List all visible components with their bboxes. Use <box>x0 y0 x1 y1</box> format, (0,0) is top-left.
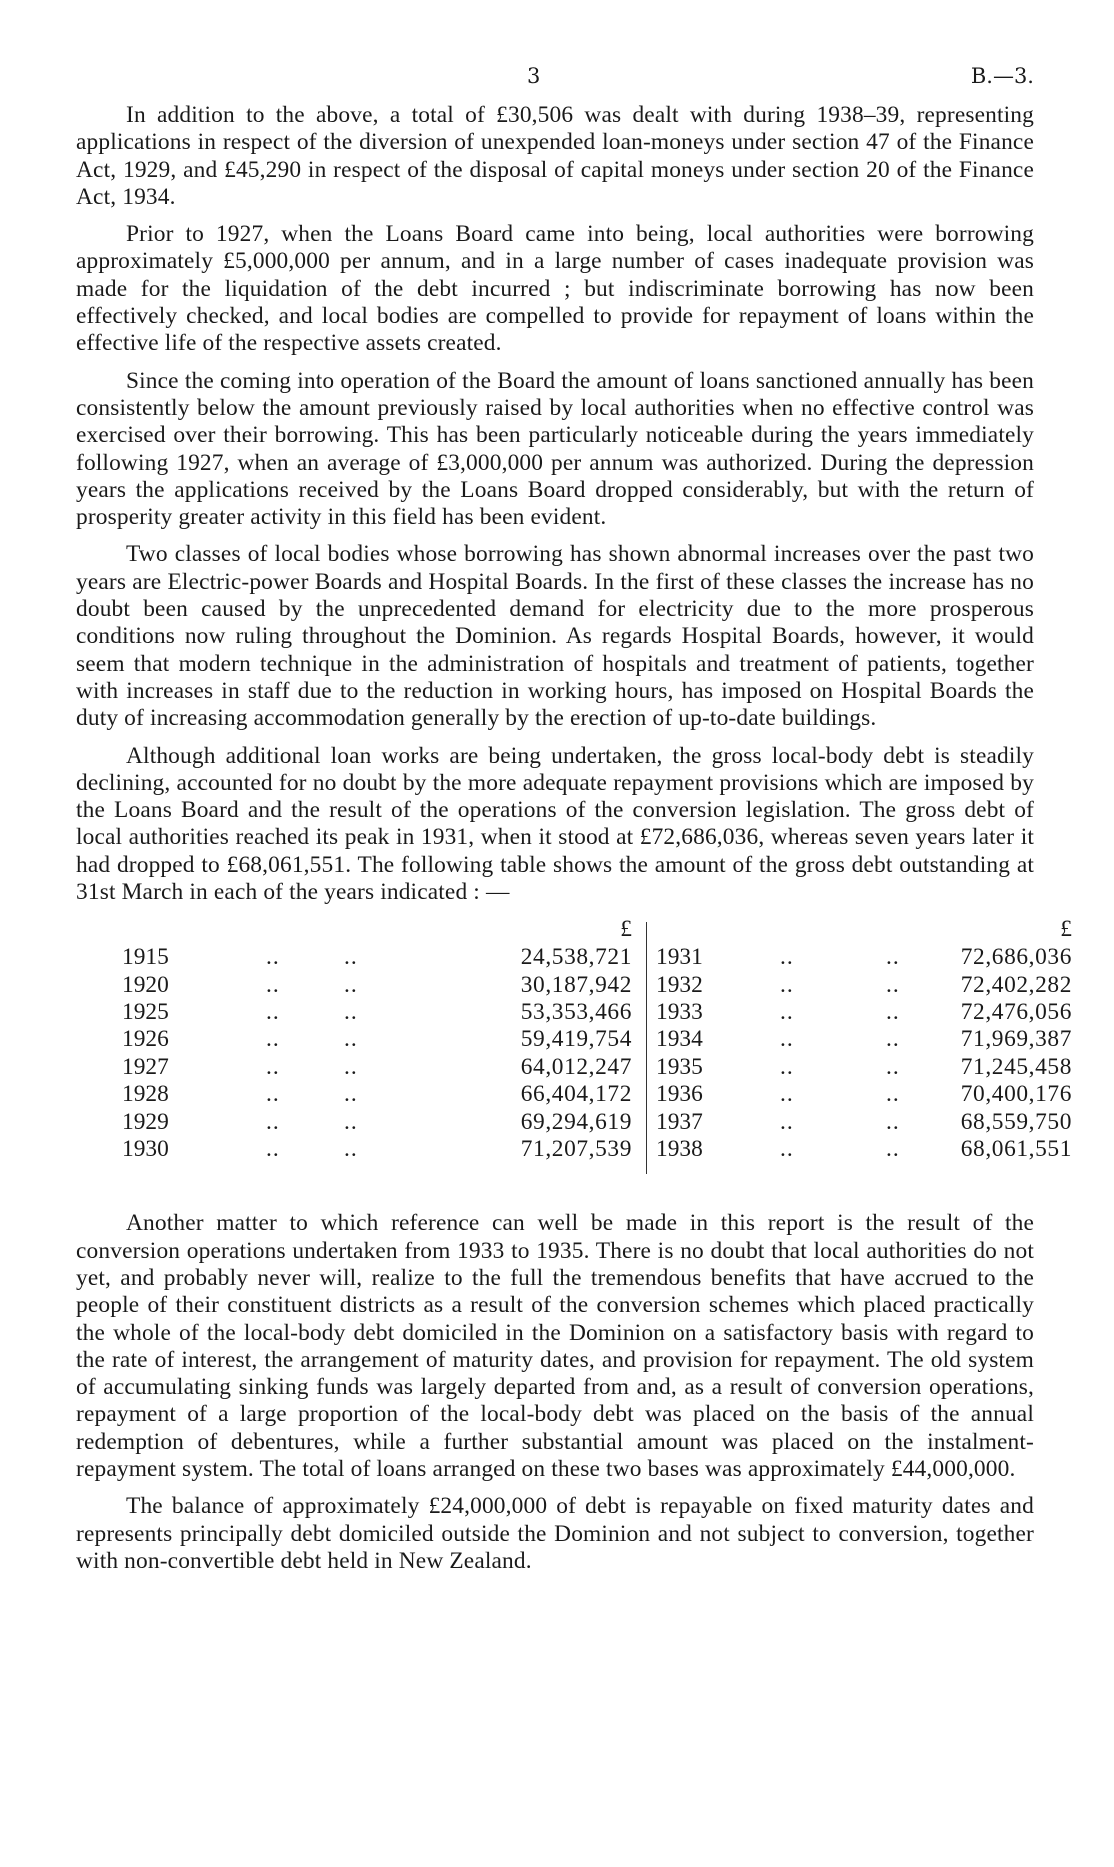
table-year: 1935 <box>656 1053 703 1080</box>
table-year: 1933 <box>656 999 703 1026</box>
leader-dots: .. <box>344 1053 358 1080</box>
leader-dots: .. <box>780 1053 794 1080</box>
paragraph-loans-sanctioned: Since the coming into operation of the Board the amount of loans sanctioned annually has been consistently below the amount previously raised by local authorities when no effective control was exercised over their borrowing. This has been particularly noticeable during the years immediately following 1927, when an average of £3,000,000 per annum was authorized. During the depression years the applications received by the Loans Board dropped considerably, but with the return of prosperity greater activity in this field has been evident. <box>76 367 1034 531</box>
table-row <box>656 1054 1084 1081</box>
leader-dots: .. <box>886 999 900 1026</box>
leader-dots: .. <box>266 1136 280 1163</box>
column-divider <box>646 922 647 1174</box>
paragraph-conversion-operations: Another matter to which reference can well be made in this report is the result of the conversion operations undertaken from 1933 to 1935. There is no doubt that local authorities do not yet, and probably never will, realize to the full the tremendous benefits that have accrued to the people of their constituent districts as a result of the conversion schemes which placed practically the whole of the local-body debt domiciled in the Dominion on a satisfactory basis with regard to the rate of interest, the arrangement of maturity dates, and provision for repayment. The old system of accumulating sinking funds was largely departed from and, as a result of conversion operations, repayment of a large proportion of the local-body debt was placed on the basis of the annual redemption of debentures, while a further substantial amount was placed on the instalment-repayment system. The total of loans arranged on these two bases was approximately £44,000,000. <box>76 1210 1034 1482</box>
leader-dots: .. <box>266 944 280 971</box>
table-year: 1929 <box>122 1108 169 1135</box>
table-row <box>122 1054 644 1081</box>
table-row <box>656 1081 1084 1108</box>
leader-dots: .. <box>344 1136 358 1163</box>
table-year: 1927 <box>122 1053 169 1080</box>
leader-dots: .. <box>780 971 794 998</box>
leader-dots: .. <box>886 944 900 971</box>
leader-dots: .. <box>886 1026 900 1053</box>
leader-dots: .. <box>344 1026 358 1053</box>
page-reference: B.—3. <box>970 64 1034 88</box>
document-page <box>76 64 1072 1585</box>
table-row <box>656 1026 1084 1053</box>
leader-dots: .. <box>344 944 358 971</box>
leader-dots: .. <box>344 971 358 998</box>
table-row <box>656 972 1084 999</box>
table-amount: 72,686,036 <box>960 944 1072 971</box>
table-year: 1925 <box>122 999 169 1026</box>
table-year: 1920 <box>122 971 169 998</box>
gross-debt-table <box>76 916 1072 1174</box>
table-row <box>656 1136 1084 1163</box>
leader-dots: .. <box>886 1081 900 1108</box>
leader-dots: .. <box>266 1108 280 1135</box>
paragraph-diversion-of-loan-moneys: In addition to the above, a total of £30,506 was dealt with during 1938–39, representing applications in respect of the diversion of unexpended loan-moneys under section 47 of the Finance Act, 1929, and £45,290 in respect of the disposal of capital moneys under section 20 of the Finance Act, 1934. <box>76 102 1034 210</box>
table-amount: 72,402,282 <box>960 971 1072 998</box>
page-header <box>76 64 1034 102</box>
paragraph-balance-of-debt: The balance of approximately £24,000,000 of debt is repayable on fixed maturity dates and represents principally debt domiciled outside the Dominion and not subject to conversion, together with non-convertible debt held in New Zealand. <box>76 1493 1034 1574</box>
table-year: 1928 <box>122 1081 169 1108</box>
table-amount: 68,559,750 <box>960 1108 1072 1135</box>
table-year: 1937 <box>656 1108 703 1135</box>
table-amount: 24,538,721 <box>520 944 632 971</box>
table-row <box>656 944 1084 971</box>
page-number: 3 <box>527 64 541 88</box>
table-amount: 59,419,754 <box>520 1026 632 1053</box>
leader-dots: .. <box>780 1108 794 1135</box>
leader-dots: .. <box>266 1081 280 1108</box>
currency-unit-label: £ <box>620 916 632 943</box>
table-amount: 72,476,056 <box>960 999 1072 1026</box>
table-row <box>122 944 644 971</box>
leader-dots: .. <box>886 1136 900 1163</box>
leader-dots: .. <box>780 1026 794 1053</box>
table-year: 1938 <box>656 1136 703 1163</box>
table-amount: 71,969,387 <box>960 1026 1072 1053</box>
table-row <box>122 1026 644 1053</box>
paragraph-gross-debt-declining: Although additional loan works are being undertaken, the gross local-body debt is steadily declining, accounted for no doubt by the more adequate repayment provisions which are imposed by the Loans Board and the result of the operations of the conversion legislation. The gross debt of local authorities reached its peak in 1931, when it stood at £72,686,036, whereas seven years later it had dropped to £68,061,551. The following table shows the amount of the gross debt outstanding at 31st March in each of the years indicated : — <box>76 742 1034 906</box>
table-amount: 53,353,466 <box>520 999 632 1026</box>
table-year: 1926 <box>122 1026 169 1053</box>
table-year: 1934 <box>656 1026 703 1053</box>
leader-dots: .. <box>266 1026 280 1053</box>
table-amount: 70,400,176 <box>960 1081 1072 1108</box>
leader-dots: .. <box>344 999 358 1026</box>
table-row <box>656 999 1084 1026</box>
leader-dots: .. <box>266 971 280 998</box>
table-row <box>122 1081 644 1108</box>
table-year: 1936 <box>656 1081 703 1108</box>
table-amount: 71,207,539 <box>520 1136 632 1163</box>
table-amount: 66,404,172 <box>520 1081 632 1108</box>
leader-dots: .. <box>780 1081 794 1108</box>
table-row <box>122 1136 644 1163</box>
table-row <box>122 972 644 999</box>
table-row <box>656 1109 1084 1136</box>
table-year: 1932 <box>656 971 703 998</box>
paragraph-abnormal-increases: Two classes of local bodies whose borrowing has shown abnormal increases over the past two years are Electric-power Boards and Hospital Boards. In the first of these classes the increase has no doubt been caused by the unprecedented demand for electricity due to the more prosperous conditions now ruling throughout the Dominion. As regards Hospital Boards, however, it would seem that modern technique in the administration of hospitals and treatment of patients, together with increases in staff due to the reduction in working hours, has imposed on Hospital Boards the duty of increasing accommodation generally by the erection of up-to-date buildings. <box>76 541 1034 732</box>
table-amount: 71,245,458 <box>960 1053 1072 1080</box>
table-year: 1915 <box>122 944 169 971</box>
paragraph-prior-to-1927: Prior to 1927, when the Loans Board came into being, local authorities were borrowing approximately £5,000,000 per annum, and in a large number of cases inadequate provision was made for the liquidation of the debt incurred ; but indiscriminate borrowing has now been effectively checked, and local bodies are compelled to provide for repayment of loans within the effective life of the respective assets created. <box>76 221 1034 357</box>
table-amount: 30,187,942 <box>520 971 632 998</box>
leader-dots: .. <box>886 1108 900 1135</box>
leader-dots: .. <box>266 999 280 1026</box>
currency-unit-label: £ <box>1060 916 1072 943</box>
leader-dots: .. <box>780 1136 794 1163</box>
leader-dots: .. <box>780 999 794 1026</box>
leader-dots: .. <box>886 1053 900 1080</box>
leader-dots: .. <box>886 971 900 998</box>
table-row <box>122 999 644 1026</box>
table-amount: 64,012,247 <box>520 1053 632 1080</box>
table-amount: 68,061,551 <box>960 1136 1072 1163</box>
table-amount: 69,294,619 <box>520 1108 632 1135</box>
debt-table-right-column <box>656 916 1084 1163</box>
leader-dots: .. <box>344 1081 358 1108</box>
table-year: 1930 <box>122 1136 169 1163</box>
leader-dots: .. <box>344 1108 358 1135</box>
leader-dots: .. <box>780 944 794 971</box>
table-row <box>122 1109 644 1136</box>
debt-table-left-column <box>122 916 644 1163</box>
table-year: 1931 <box>656 944 703 971</box>
leader-dots: .. <box>266 1053 280 1080</box>
